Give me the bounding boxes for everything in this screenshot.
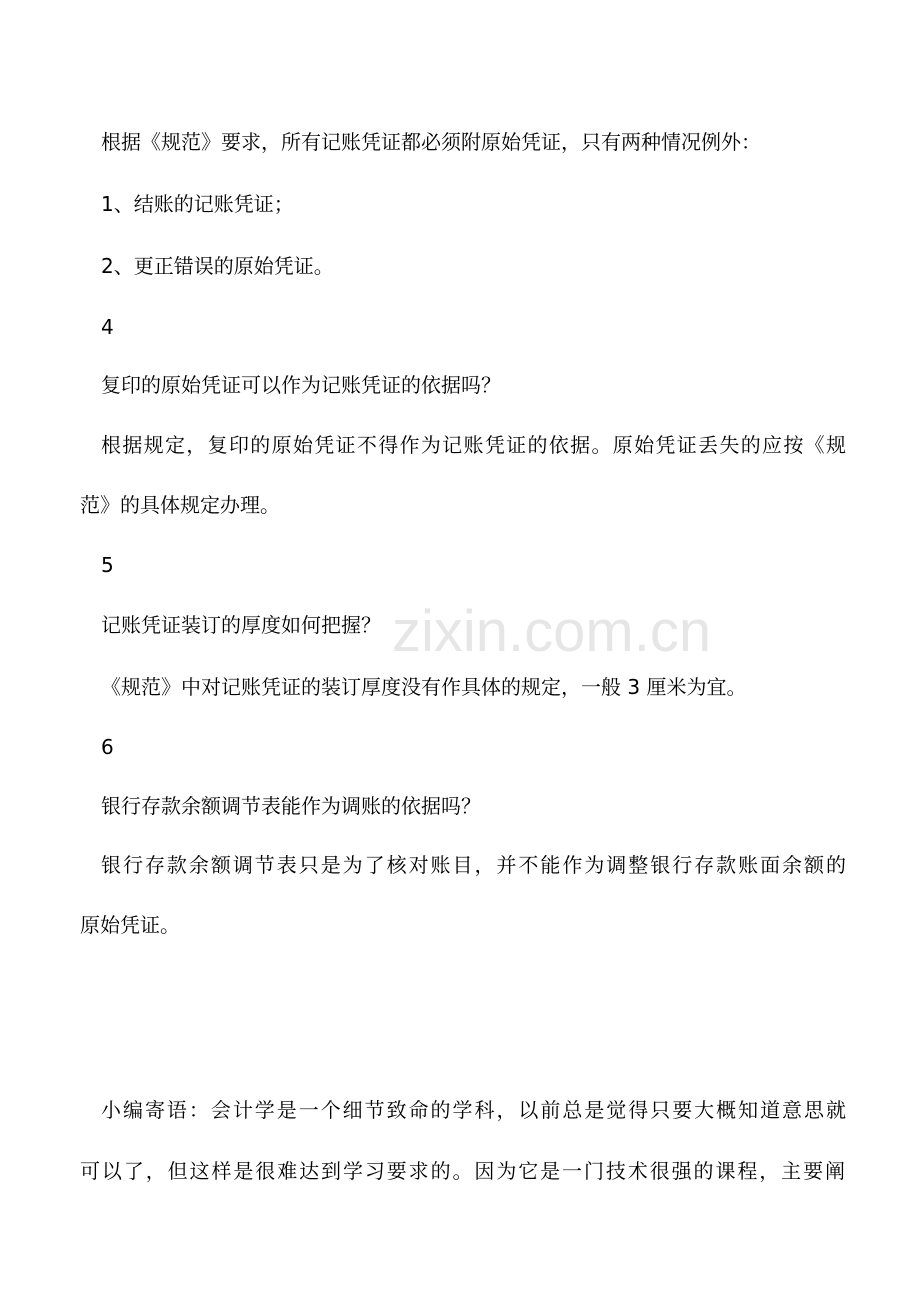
- answer-line: 范》的具体规定办理。: [80, 493, 280, 517]
- list-item: 2、更正错误的原始凭证。: [101, 254, 334, 278]
- editor-note-line: 可以了，但这样是很难达到学习要求的。因为它是一门技术很强的课程，主要阐: [80, 1159, 845, 1183]
- question-heading: 复印的原始凭证可以作为记账凭证的依据吗？: [101, 373, 501, 397]
- intro-paragraph: 根据《规范》要求，所有记账凭证都必须附原始凭证，只有两种情况例外：: [101, 130, 761, 154]
- question-number: 4: [101, 315, 114, 339]
- answer-line: 原始凭证。: [80, 913, 180, 937]
- list-item: 1、结账的记账凭证；: [101, 192, 294, 216]
- editor-note-line: 小编寄语：会计学是一个细节致命的学科，以前总是觉得只要大概知道意思就: [101, 1098, 846, 1122]
- answer-line: 《规范》中对记账凭证的装订厚度没有作具体的规定，一般 3 厘米为宜。: [101, 675, 747, 699]
- question-heading: 记账凭证装订的厚度如何把握？: [101, 613, 381, 637]
- question-heading: 银行存款余额调节表能作为调账的依据吗？: [101, 794, 481, 818]
- watermark: zixin.com.cn: [392, 599, 712, 664]
- answer-line: 根据规定，复印的原始凭证不得作为记账凭证的依据。原始凭证丢失的应按《规: [101, 433, 846, 457]
- question-number: 5: [101, 553, 114, 577]
- answer-line: 银行存款余额调节表只是为了核对账目，并不能作为调整银行存款账面余额的: [101, 853, 846, 877]
- question-number: 6: [101, 735, 114, 759]
